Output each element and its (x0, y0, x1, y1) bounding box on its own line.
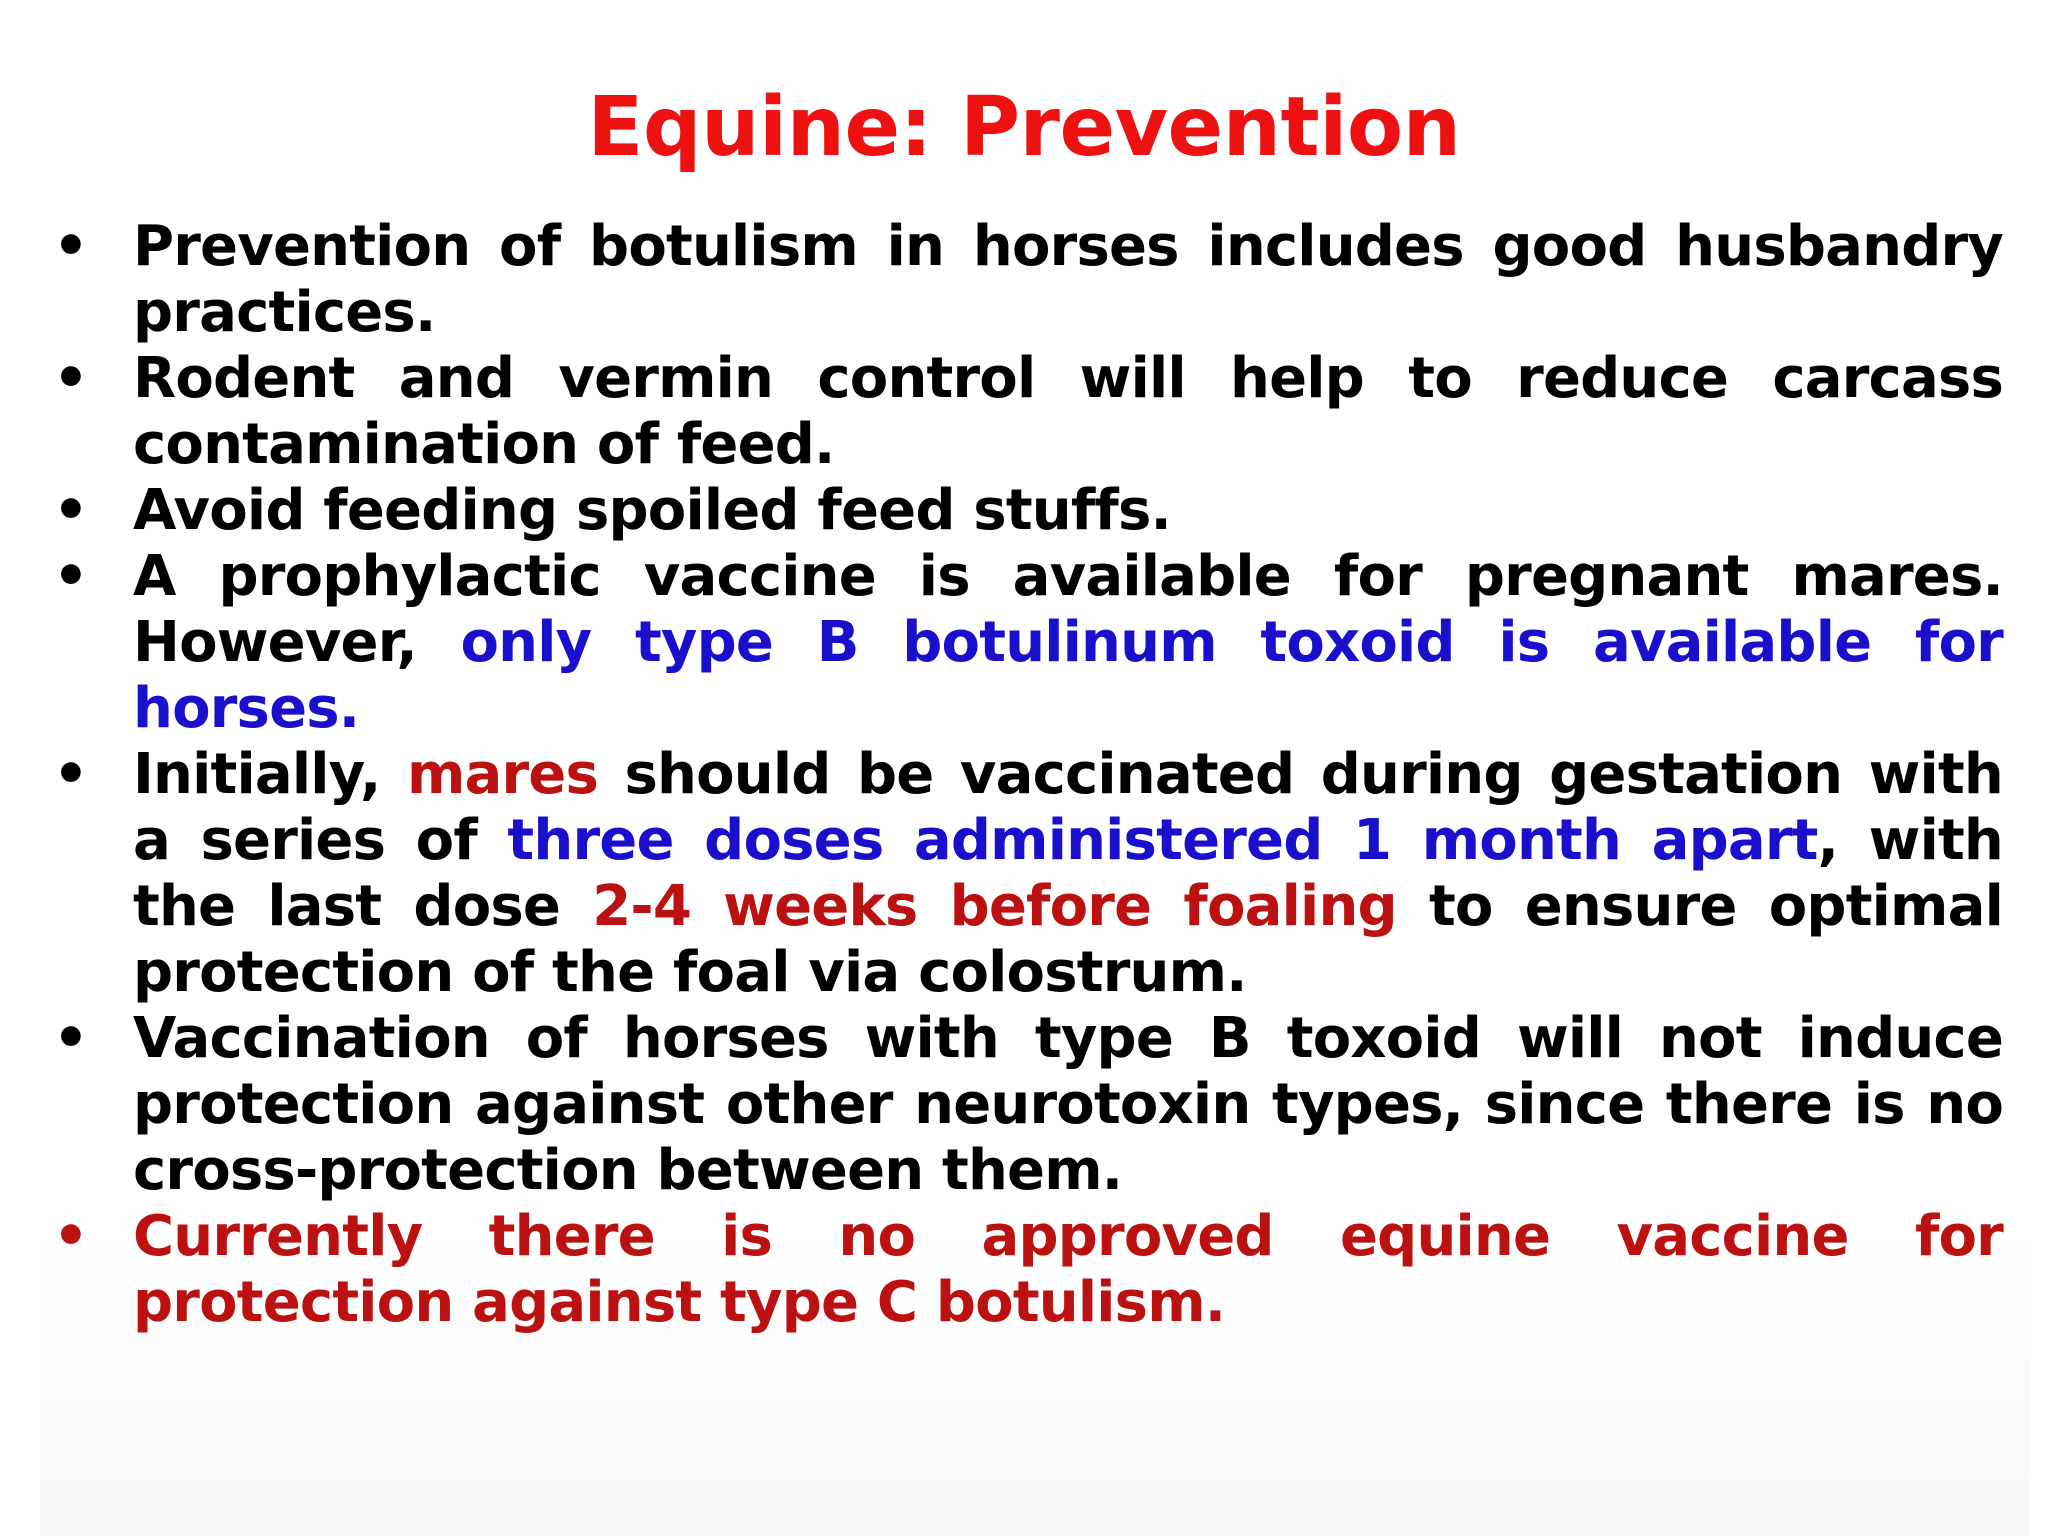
bullet-item-rodent-control (53, 346, 2003, 478)
bullet-item-vaccination-schedule (53, 742, 2003, 1006)
bullet-text: Vaccination of horses with type B toxoid will not induce protection against other neurotoxin types, since there is no cross-protection between them. (133, 1006, 2003, 1203)
bullet-dot-icon: • (53, 214, 88, 279)
bullet-text: A prophylactic vaccine is available for pregnant mares. However, (133, 544, 2003, 675)
highlight-mares: mares (406, 742, 599, 807)
bullet-text: to ensure optimal protection of the foal via colostrum. (133, 874, 2003, 1005)
highlight-weeks-before-foaling: 2-4 weeks before foaling (592, 874, 1397, 939)
bullet-dot-icon: • (53, 742, 88, 807)
bullet-text: Rodent and vermin control will help to reduce carcass contamination of feed. (133, 346, 2003, 477)
bullet-dot-icon: • (53, 544, 88, 609)
bullet-text: Prevention of botulism in horses includes good husbandry practices. (133, 214, 2003, 345)
bullet-text: Initially, (133, 742, 407, 807)
bullet-item-prophylactic-vaccine (53, 544, 2003, 742)
bullet-item-husbandry (53, 214, 2003, 346)
highlight-type-b-toxoid: only type B botulinum toxoid is available for horses. (133, 610, 2003, 741)
bullet-dot-icon: • (53, 1006, 88, 1071)
bullet-text: should be vaccinated during gestation with a series of (133, 742, 2003, 873)
bullet-dot-icon: • (53, 1204, 88, 1269)
bullet-dot-icon: • (53, 478, 88, 543)
bullet-item-no-cross-protection (53, 1006, 2003, 1204)
bullet-text: Avoid feeding spoiled feed stuffs. (133, 478, 1172, 543)
bullet-item-spoiled-feed (53, 478, 2003, 544)
highlight-three-doses: three doses administered 1 month apart (507, 808, 1818, 873)
bullet-dot-icon: • (53, 346, 88, 411)
bullet-text: , with the last dose (133, 808, 2003, 939)
slide-title: Equine: Prevention (587, 80, 1461, 175)
bullet-text: Currently there is no approved equine vaccine for protection against type C botulism. (133, 1204, 2003, 1335)
bullet-item-no-type-c-vaccine (53, 1204, 2003, 1336)
bullet-list (53, 214, 2003, 1336)
